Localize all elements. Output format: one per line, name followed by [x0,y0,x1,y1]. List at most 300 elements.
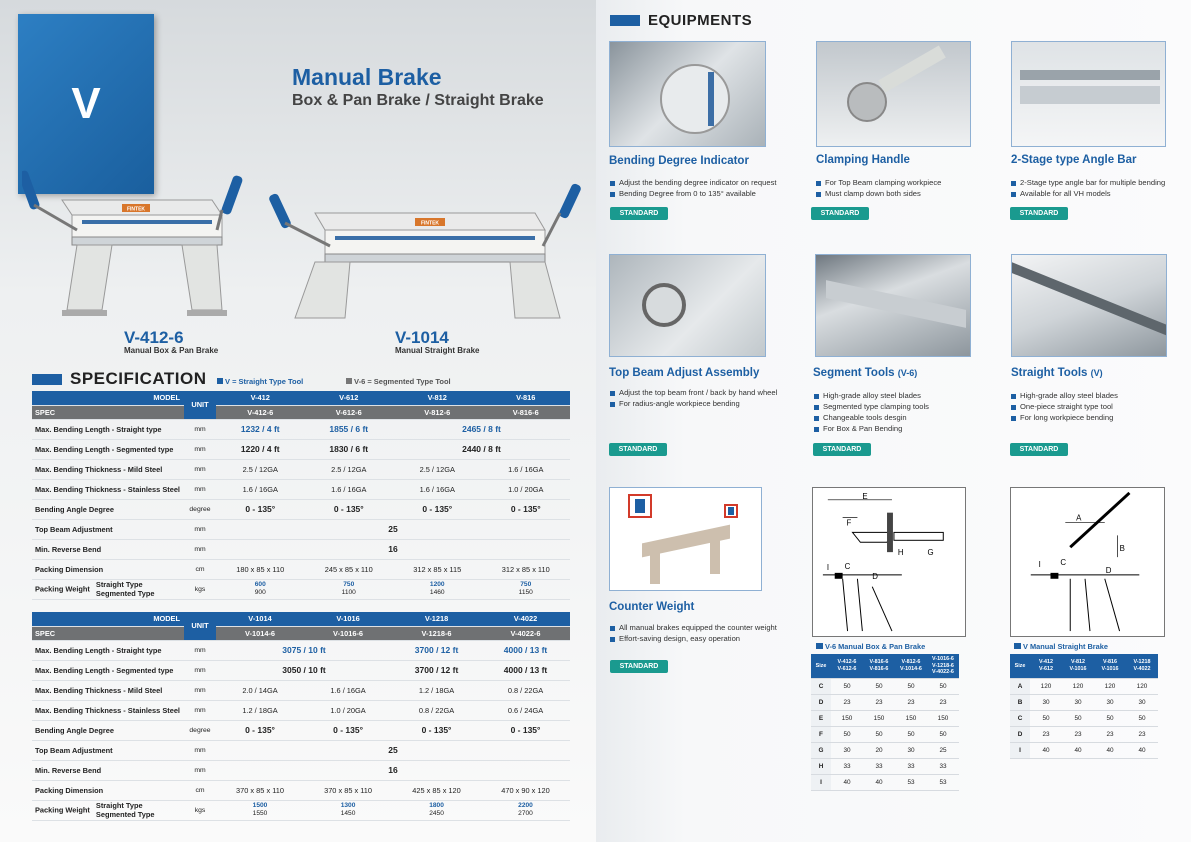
table-row [1010,678,1158,694]
diagram-label: G [927,548,934,558]
weight-segmented: 1460 [429,589,445,596]
legend-segmented-text: V-6 = Segmented Type Tool [354,377,451,386]
standard-badge: STANDARD [811,207,869,220]
size-cell: G [811,742,831,758]
cell: 3700 / 12 ft [392,660,481,680]
cell: 120 [1030,678,1062,694]
row-label [32,579,184,599]
cell: 120 [1062,678,1094,694]
cell: 2440 / 8 ft [393,439,570,459]
weight-sublabels [96,801,155,819]
cell: 2465 / 8 ft [393,419,570,439]
segment-tools-suffix: (V-6) [897,368,918,378]
highlight-box [628,494,652,518]
cell: 0 - 135° [304,720,392,740]
cell: 23 [863,694,895,710]
cell: 30 [1126,694,1158,710]
model-col-header: V-4022 [481,612,570,626]
spec-table-2 [32,612,570,821]
straight-tools-label: Straight Tools [1011,367,1088,379]
weight-shape [635,499,645,513]
heading-bar [610,15,640,26]
cell [482,579,571,599]
cell: 4000 / 13 ft [481,660,570,680]
list-item: For Top Beam clamping workpiece [816,177,941,188]
cell: 1.6 / 16GA [304,680,392,700]
dim-table-1 [811,654,959,791]
cell: 30 [895,742,927,758]
weight-segmented: 1550 [252,810,268,817]
cell: 33 [895,758,927,774]
standard-badge: STANDARD [1010,207,1068,220]
cell: 23 [1030,726,1062,742]
card-title-top-beam: Top Beam Adjust Assembly [609,367,760,379]
cell: 2.5 / 12GA [393,459,482,479]
cell: 1232 / 4 ft [216,419,305,439]
row-unit: mm [184,439,216,459]
legend-swatch [217,378,223,384]
cell: 23 [831,694,863,710]
cell: 3700 / 12 ft [392,640,481,660]
table-row [32,539,570,559]
model6-col-header: V-4022-6 [481,626,570,640]
card-list-clamping-handle [816,177,941,199]
dimension-diagram-box-pan [812,487,966,637]
weight-segmented: 1450 [340,810,356,817]
cell: 30 [831,742,863,758]
cell: 25 [216,740,570,760]
table-row [811,758,959,774]
list-item: High-grade alloy steel blades [1011,390,1118,401]
card-list-segment-tools [814,390,929,434]
list-item: Must clamp down both sides [816,188,941,199]
model6-col-header: V-412-6 [216,405,305,419]
list-item: Effort-saving design, easy operation [610,633,777,644]
table-row [811,774,959,790]
title-swatch [816,643,823,649]
top-beam-adjust-photo [609,254,766,357]
cell: 2.5 / 12GA [216,459,305,479]
row-unit: mm [184,700,216,720]
cell: 425 x 85 x 120 [392,780,481,800]
row-label: Max. Bending Length - Straight type [32,640,184,660]
model6-col-header: V-612-6 [305,405,394,419]
card-list-bending-degree [610,177,776,199]
model6-col-header: V-812-6 [393,405,482,419]
cell: 1.6 / 16GA [393,479,482,499]
weight-shape [728,507,734,515]
row-unit: cm [184,780,216,800]
diagram-label: D [872,571,878,581]
model-desc-2: Manual Straight Brake [395,346,480,355]
card-list-straight-tools [1011,390,1118,423]
cell: 3075 / 10 ft [216,640,392,660]
machine-logo-text: FINTEK [126,206,146,213]
list-item: 2-Stage type angle bar for multiple bending [1011,177,1165,188]
cell: 53 [927,774,959,790]
size-cell: D [1010,726,1030,742]
cell: 50 [1094,710,1126,726]
cell: 40 [1126,742,1158,758]
cell: 50 [831,726,863,742]
cell: 50 [831,678,863,694]
size-cell: C [1010,710,1030,726]
standard-badge: STANDARD [610,207,668,220]
cell: 2.0 / 14GA [216,680,304,700]
cell [481,800,570,820]
row-label: Min. Reverse Bend [32,760,184,780]
angle-bar-photo [1011,41,1166,147]
model-col-header: V-812 [393,391,482,405]
card-title-segment-tools [813,367,917,379]
size-cell: I [811,774,831,790]
diagram-label: C [844,561,851,571]
standard-badge: STANDARD [1010,443,1068,456]
cell: 40 [1094,742,1126,758]
weight-sub-segmented: Segmented Type [95,810,155,819]
cell: 23 [1094,726,1126,742]
diagram-label: I [1038,559,1041,569]
row-unit: mm [184,479,216,499]
size-cell: C [811,678,831,694]
row-label: Bending Angle Degree [32,720,184,740]
heading-bar [32,374,62,385]
table-row [32,499,570,519]
card-title-straight-tools [1011,367,1103,379]
weight-straight: 1500 [252,802,268,809]
list-item: Available for all VH models [1011,188,1165,199]
table-row [32,800,570,820]
model6-col-header: V-1016-6 [304,626,392,640]
cell: 120 [1126,678,1158,694]
cell: 50 [927,678,959,694]
weight-label: Packing Weight [35,584,90,594]
cell: 30 [1094,694,1126,710]
cell: 20 [863,742,895,758]
list-item: For long workpiece bending [1011,412,1118,423]
card-title-angle-bar: 2-Stage type Angle Bar [1011,154,1137,166]
table-row [32,700,570,720]
list-item: For radius-angle workpiece bending [610,398,777,409]
machine-image-straight-brake [255,168,585,328]
cell: 150 [863,710,895,726]
row-unit: mm [184,660,216,680]
handle-arm-shape [878,45,946,92]
bar-shape [1020,86,1160,104]
dim-table-1-title-text: V-6 Manual Box & Pan Brake [825,642,926,651]
row-label: Packing Dimension [32,780,184,800]
cell: 150 [927,710,959,726]
cell: 23 [1126,726,1158,742]
cell: 33 [863,758,895,774]
model-col-header: V-612 [305,391,394,405]
cell [216,800,304,820]
machine-logo-text: FINTEK [420,220,440,227]
cell: 16 [216,760,570,780]
cell: 1.6 / 16GA [305,479,394,499]
brand-letter-box: V [18,14,154,194]
spec-header-label: SPEC [32,626,184,640]
counter-weight-photo [609,487,762,591]
cell: 150 [831,710,863,726]
list-item: Segmented type clamping tools [814,401,929,412]
size-cell: B [1010,694,1030,710]
card-list-top-beam [610,387,777,409]
cell: 50 [895,678,927,694]
dim-table-2-title-text: V Manual Straight Brake [1023,642,1109,651]
cell: 312 x 85 x 115 [393,559,482,579]
model6-col-header: V-1014-6 [216,626,304,640]
cell: 50 [895,726,927,742]
table-row [32,559,570,579]
table-row [1010,694,1158,710]
cell: 1.0 / 20GA [482,479,571,499]
cell: 1.6 / 16GA [216,479,305,499]
standard-badge: STANDARD [610,660,668,673]
dim-header: V-816-6 V-816-6 [863,654,895,678]
row-label: Top Beam Adjustment [32,519,184,539]
row-unit: mm [184,680,216,700]
model-name-2: V-1014 [395,328,449,347]
cell: 16 [216,539,570,559]
highlight-box [724,504,738,518]
cell: 0 - 135° [482,499,571,519]
cell: 245 x 85 x 110 [305,559,394,579]
model-col-header: V-816 [482,391,571,405]
table-row [1010,710,1158,726]
cell: 40 [1062,742,1094,758]
dim-header: V-412 V-612 [1030,654,1062,678]
size-cell: D [811,694,831,710]
model-header-label: MODEL [32,391,184,405]
cell: 23 [895,694,927,710]
table-row [32,780,570,800]
row-unit: mm [184,459,216,479]
size-cell: F [811,726,831,742]
row-label: Max. Bending Length - Straight type [32,419,184,439]
model-col-header: V-1014 [216,612,304,626]
cell: 1830 / 6 ft [305,439,394,459]
bar-shape [1020,70,1160,80]
cell: 0 - 135° [393,499,482,519]
list-item: Adjust the top beam front / back by hand wheel [610,387,777,398]
cell: 1.6 / 16GA [482,459,571,479]
diagram-label: B [1119,544,1125,554]
list-item: High-grade alloy steel blades [814,390,929,401]
cell: 3050 / 10 ft [216,660,392,680]
diagram-label: H [897,548,904,558]
cell: 1.2 / 18GA [392,680,481,700]
dim-table-1-title [816,642,925,651]
table-row [32,419,570,439]
specification-heading [32,369,207,389]
row-label: Max. Bending Thickness - Stainless Steel [32,700,184,720]
cell: 180 x 85 x 110 [216,559,305,579]
segment-tools-photo [815,254,971,357]
weight-straight: 600 [254,581,266,588]
table-row [1010,742,1158,758]
unit-header: UNIT [184,612,216,640]
model-col-header: V-1016 [304,612,392,626]
cell: 40 [863,774,895,790]
row-unit: mm [184,539,216,559]
cell: 370 x 85 x 110 [304,780,392,800]
diagram-label: C [1060,557,1067,567]
table-row [811,742,959,758]
weight-sub-straight: Straight Type [95,801,143,810]
list-item: For Box & Pan Bending [814,423,929,434]
row-label: Max. Bending Thickness - Mild Steel [32,459,184,479]
leg-shape [710,540,720,574]
table-row [32,760,570,780]
card-title-clamping-handle: Clamping Handle [816,154,910,166]
cell: 25 [216,519,570,539]
cell: 50 [863,678,895,694]
list-item: One-piece straight type tool [1011,401,1118,412]
cell: 50 [1062,710,1094,726]
weight-straight: 750 [343,581,355,588]
cell: 1.0 / 20GA [304,700,392,720]
machine-image-box-pan-brake [22,160,252,330]
spec-table-1 [32,391,570,600]
row-unit: kgs [184,800,216,820]
dimension-diagram-straight [1010,487,1165,637]
cell: 150 [895,710,927,726]
diagram-label: I [826,562,830,572]
table-row [32,459,570,479]
dim-header: V-812 V-1016 [1062,654,1094,678]
cell: 50 [927,726,959,742]
table-row [1010,726,1158,742]
cell: 2.5 / 12GA [305,459,394,479]
cell: 0 - 135° [305,499,394,519]
table-row [811,694,959,710]
table-row [32,519,570,539]
size-cell: I [1010,742,1030,758]
cell: 470 x 90 x 120 [481,780,570,800]
degree-scale-shape [708,72,714,126]
dim-table-2-title [1014,642,1108,651]
diagram-label: D [1105,565,1112,575]
row-label: Max. Bending Length - Segmented type [32,660,184,680]
weight-straight: 2200 [518,802,533,809]
size-header: Size [1010,654,1030,678]
legend-straight-text: V = Straight Type Tool [225,377,304,386]
weight-segmented: 1100 [341,589,356,596]
row-unit: mm [184,519,216,539]
row-unit: kgs [184,579,216,599]
card-title-counter-weight: Counter Weight [609,601,695,613]
row-label: Bending Angle Degree [32,499,184,519]
cell: 0 - 135° [481,720,570,740]
cell: 40 [831,774,863,790]
card-list-angle-bar [1011,177,1165,199]
spec-header-label: SPEC [32,405,184,419]
weight-segmented: 2700 [518,810,533,817]
list-item: Adjust the bending degree indicator on request [610,177,776,188]
cell: 0.8 / 22GA [481,680,570,700]
table-row [32,640,570,660]
size-header: Size [811,654,831,678]
model-desc-1: Manual Box & Pan Brake [124,346,219,355]
model6-col-header: V-816-6 [482,405,571,419]
card-title-bending-degree: Bending Degree Indicator [609,155,749,167]
table-row [811,710,959,726]
cell: 23 [1062,726,1094,742]
size-cell: E [811,710,831,726]
specification-title: SPECIFICATION [70,369,207,388]
cell: 0.6 / 24GA [481,700,570,720]
blade-shape [1011,262,1167,339]
row-label: Max. Bending Length - Segmented type [32,439,184,459]
cell: 30 [1062,694,1094,710]
table-row [811,726,959,742]
diagram-label: E [862,491,868,501]
straight-tools-photo [1011,254,1167,357]
handle-hub-shape [847,82,887,122]
dim-header: V-812-6 V-1014-6 [895,654,927,678]
weight-straight: 750 [520,581,532,588]
cell: 0 - 135° [216,720,304,740]
bending-degree-indicator-photo [609,41,766,147]
row-label: Max. Bending Thickness - Stainless Steel [32,479,184,499]
weight-straight: 1300 [340,802,356,809]
cell: 40 [1030,742,1062,758]
row-label: Packing Dimension [32,559,184,579]
dim-table-2 [1010,654,1158,759]
weight-segmented: 2450 [429,810,444,817]
straight-tools-suffix: (V) [1090,368,1103,378]
dim-header: V-1218 V-4022 [1126,654,1158,678]
weight-segmented: 1150 [518,589,533,596]
table-row [32,439,570,459]
legend-segmented [346,377,451,386]
cell: 33 [927,758,959,774]
row-unit: degree [184,499,216,519]
weight-sublabels [96,580,155,598]
segment-tools-label: Segment Tools [813,367,895,379]
equipments-title: EQUIPMENTS [648,12,753,29]
row-unit: mm [184,760,216,780]
row-unit: cm [184,559,216,579]
table-row [32,720,570,740]
model-name-1: V-412-6 [124,328,184,347]
row-unit: mm [184,419,216,439]
model-header-label: MODEL [32,612,184,626]
row-unit: degree [184,720,216,740]
weight-straight: 1200 [429,581,445,588]
cell: 25 [927,742,959,758]
cell: 120 [1094,678,1126,694]
weight-straight: 1800 [429,802,444,809]
cell: 50 [1126,710,1158,726]
cell: 0.8 / 22GA [392,700,481,720]
cell: 30 [1030,694,1062,710]
cell [216,579,305,599]
list-item: Bending Degree from 0 to 135° available [610,188,776,199]
row-unit: mm [184,640,216,660]
table-row [32,740,570,760]
row-unit: mm [184,740,216,760]
cell: 1220 / 4 ft [216,439,305,459]
cell: 370 x 85 x 110 [216,780,304,800]
cell: 33 [831,758,863,774]
weight-sub-segmented: Segmented Type [95,589,155,598]
table-row [811,678,959,694]
weight-segmented: 900 [254,589,266,596]
standard-badge: STANDARD [813,443,871,456]
cell [305,579,394,599]
